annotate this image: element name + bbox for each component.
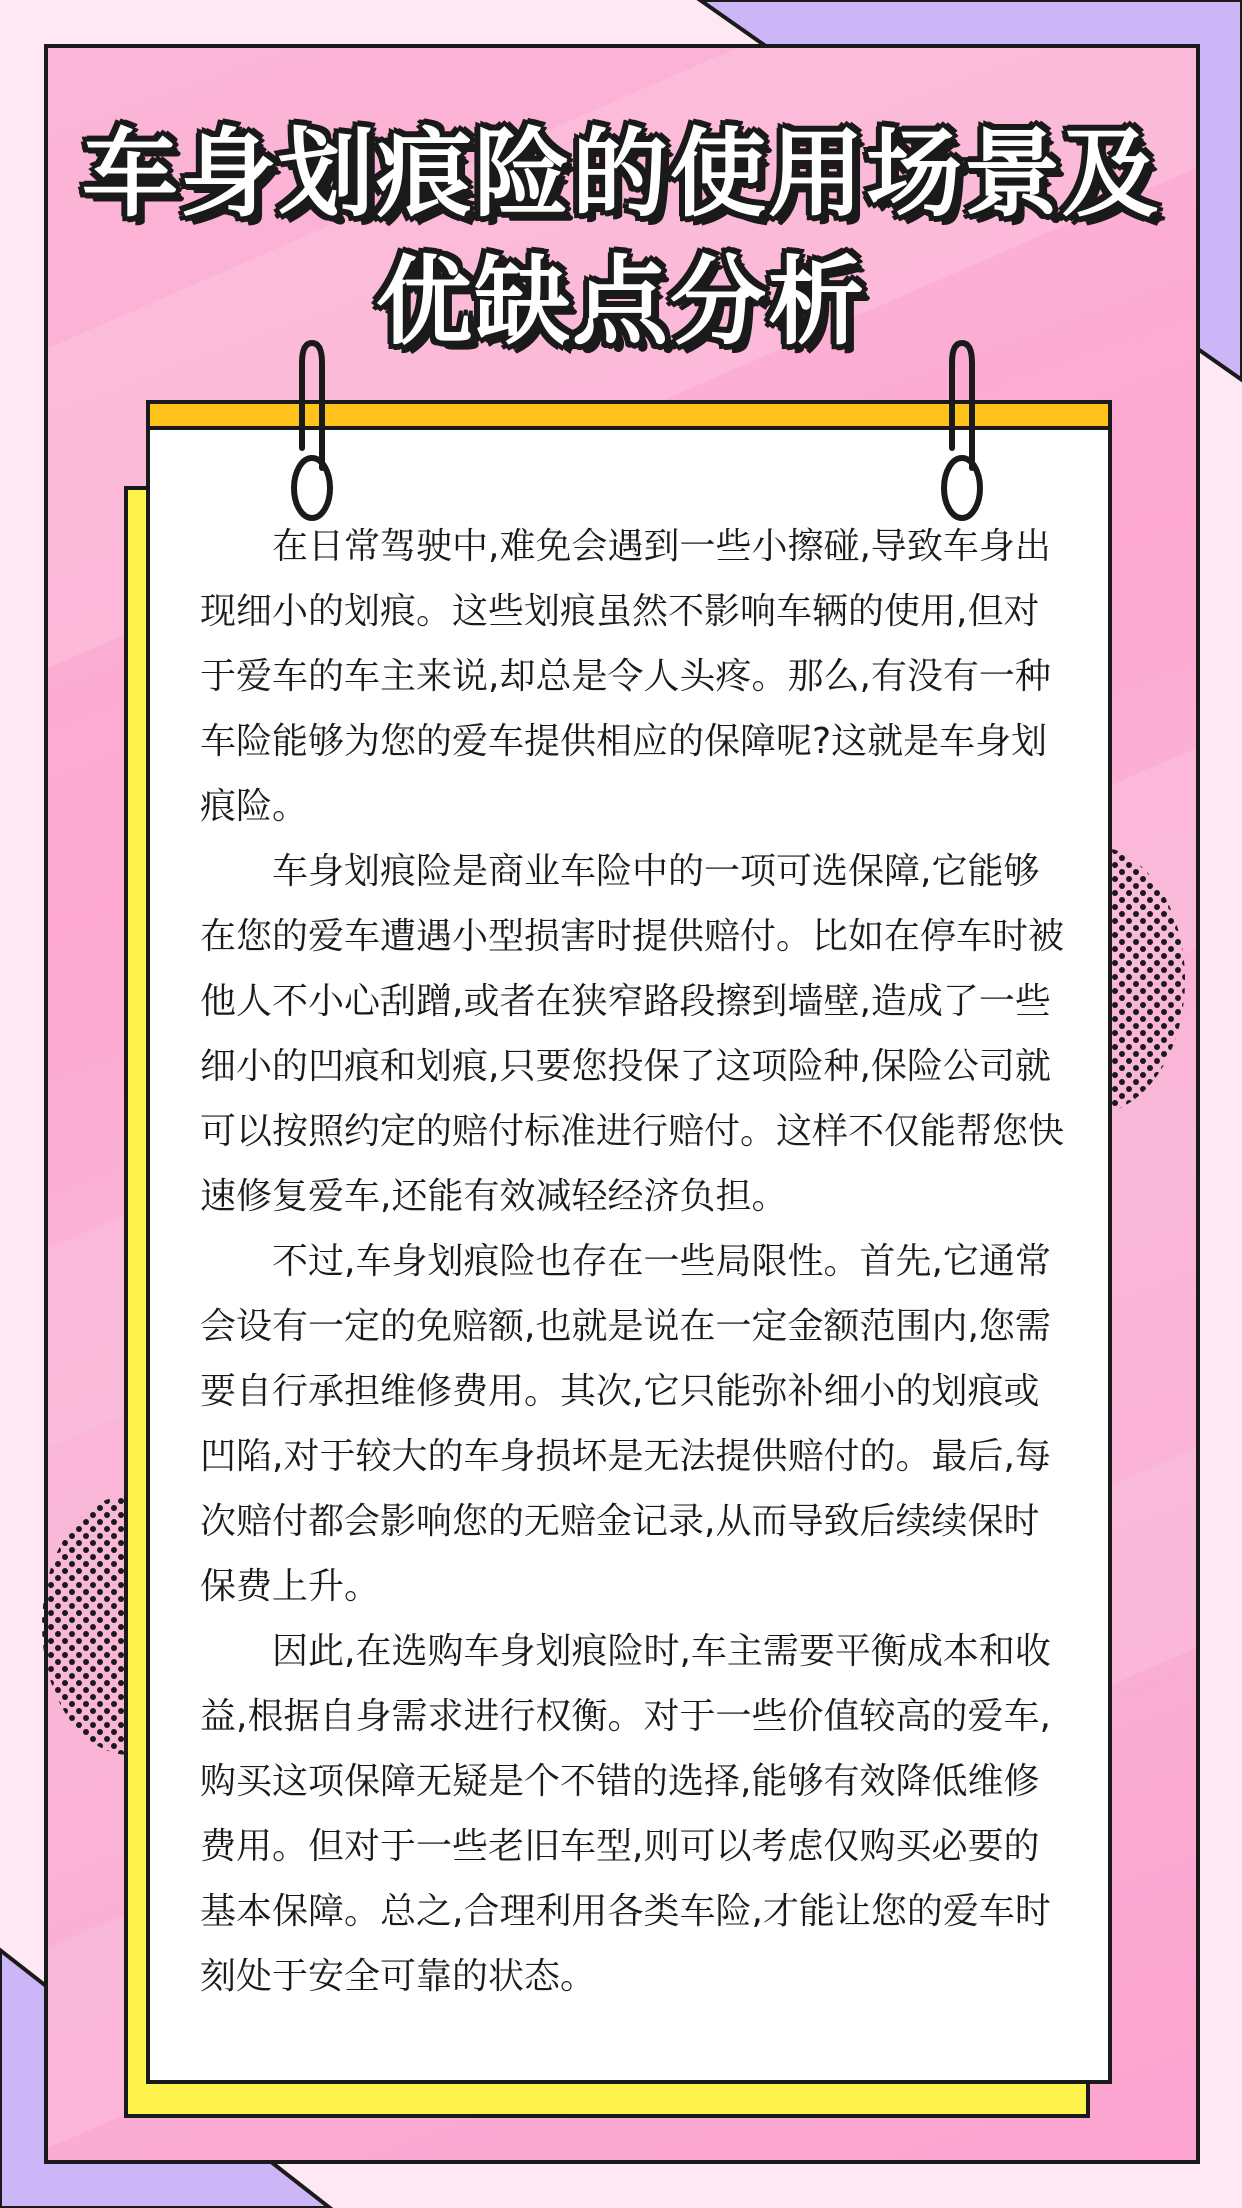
paragraph-3: 不过,车身划痕险也存在一些局限性。首先,它通常会设有一定的免赔额,也就是说在一定金额范围内,您需要自行承担维修费用。其次,它只能弥补细小的划痕或凹陷,对于较大的车身损坏是无法提供赔付的。最后,每次赔付都会影响您的无赔金记录,从而导致后续续保时保费上升。 xyxy=(200,1241,1051,1607)
binder-ring-left-icon xyxy=(280,338,340,538)
dot-pattern-left xyxy=(40,1490,130,1760)
title-line-2: 优缺点分析 xyxy=(376,246,866,358)
article-card xyxy=(146,400,1112,2084)
article-body xyxy=(200,514,1070,2009)
paragraph-1: 在日常驾驶中,难免会遇到一些小擦碰,导致车身出现细小的划痕。这些划痕虽然不影响车辆的使用,但对于爱车的车主来说,却总是令人头疼。那么,有没有一种车险能够为您的爱车提供相应的保障呢?这就是车身划痕险。 xyxy=(200,526,1051,827)
title-line-1: 车身划痕险的使用场景及 xyxy=(82,118,1160,230)
page-title xyxy=(0,110,1242,366)
binder-ring-right-icon xyxy=(930,338,990,538)
paragraph-2: 车身划痕险是商业车险中的一项可选保障,它能够在您的爱车遭遇小型损害时提供赔付。比如在停车时被他人不小心刮蹭,或者在狭窄路段擦到墙壁,造成了一些细小的凹痕和划痕,只要您投保了这项险种,保险公司就可以按照约定的赔付标准进行赔付。这样不仅能帮您快速修复爱车,还能有效减轻经济负担。 xyxy=(200,851,1065,1217)
paragraph-4: 因此,在选购车身划痕险时,车主需要平衡成本和收益,根据自身需求进行权衡。对于一些价值较高的爱车,购买这项保障无疑是个不错的选择,能够有效降低维修费用。但对于一些老旧车型,则可以考虑仅购买必要的基本保障。总之,合理利用各类车险,才能让您的爱车时刻处于安全可靠的状态。 xyxy=(200,1631,1051,1997)
